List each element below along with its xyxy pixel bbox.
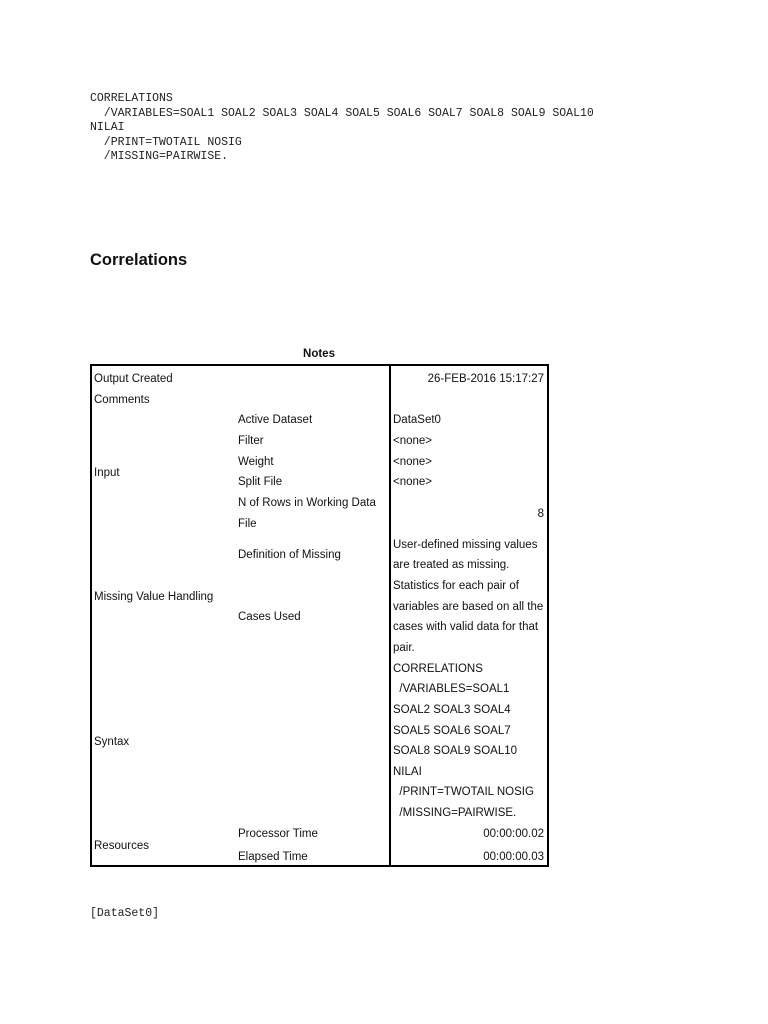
syntax-line: /VARIABLES=SOAL1 SOAL2 SOAL3 SOAL4 SOAL5 SOAL6 SOAL7 SOAL8 SOAL9 SOAL10 xyxy=(90,106,594,120)
syntax-value-line: SOAL5 SOAL6 SOAL7 xyxy=(393,725,511,737)
weight-value: <none> xyxy=(393,456,433,468)
syntax-block xyxy=(90,92,594,165)
input-label: Input xyxy=(94,467,120,479)
n-rows-value: 8 xyxy=(537,508,544,520)
column-divider xyxy=(389,366,391,865)
notes-table xyxy=(90,364,549,867)
syntax-line: /MISSING=PAIRWISE. xyxy=(90,150,229,164)
active-dataset-label: Active Dataset xyxy=(238,414,313,426)
split-file-label: Split File xyxy=(238,476,283,488)
cases-used-label: Cases Used xyxy=(238,611,301,623)
syntax-line: NILAI xyxy=(90,121,125,135)
syntax-line: /PRINT=TWOTAIL NOSIG xyxy=(90,135,242,149)
syntax-value-line: CORRELATIONS xyxy=(393,663,483,675)
syntax-value-line: SOAL8 SOAL9 SOAL10 xyxy=(393,745,518,757)
missing-value-handling-label: Missing Value Handling xyxy=(94,591,214,603)
elapsed-time-label: Elapsed Time xyxy=(238,851,308,863)
definition-of-missing-line: are treated as missing. xyxy=(393,559,510,571)
output-created-label: Output Created xyxy=(94,373,173,385)
cases-used-line: Statistics for each pair of xyxy=(393,580,519,592)
weight-label: Weight xyxy=(238,456,274,468)
notes-table-title: Notes xyxy=(303,348,335,360)
syntax-value-line: /MISSING=PAIRWISE. xyxy=(393,807,517,819)
output-heading: Correlations xyxy=(90,251,188,269)
syntax-value-line: /PRINT=TWOTAIL NOSIG xyxy=(393,786,534,798)
split-file-value: <none> xyxy=(393,476,433,488)
comments-label: Comments xyxy=(94,394,150,406)
syntax-value-line: /VARIABLES=SOAL1 xyxy=(393,683,510,695)
syntax-label: Syntax xyxy=(94,736,130,748)
output-created-value: 26-FEB-2016 15:17:27 xyxy=(427,373,544,385)
syntax-line: CORRELATIONS xyxy=(90,92,173,105)
elapsed-time-value: 00:00:00.03 xyxy=(483,851,544,863)
processor-time-label: Processor Time xyxy=(238,828,318,840)
syntax-value-line: NILAI xyxy=(393,766,422,778)
cases-used-line: variables are based on all the xyxy=(393,601,544,613)
cases-used-line: cases with valid data for that xyxy=(393,621,539,633)
definition-of-missing-label: Definition of Missing xyxy=(238,549,341,561)
filter-label: Filter xyxy=(238,435,264,447)
filter-value: <none> xyxy=(393,435,433,447)
cases-used-line: pair. xyxy=(393,642,415,654)
n-rows-label: N of Rows in Working Data xyxy=(238,497,376,509)
active-dataset-value: DataSet0 xyxy=(393,414,441,426)
n-rows-label-continued: File xyxy=(238,518,257,530)
dataset-marker: [DataSet0] xyxy=(90,907,160,920)
resources-label: Resources xyxy=(94,840,149,852)
definition-of-missing-line: User-defined missing values xyxy=(393,539,538,551)
syntax-value-line: SOAL2 SOAL3 SOAL4 xyxy=(393,704,511,716)
processor-time-value: 00:00:00.02 xyxy=(483,828,544,840)
